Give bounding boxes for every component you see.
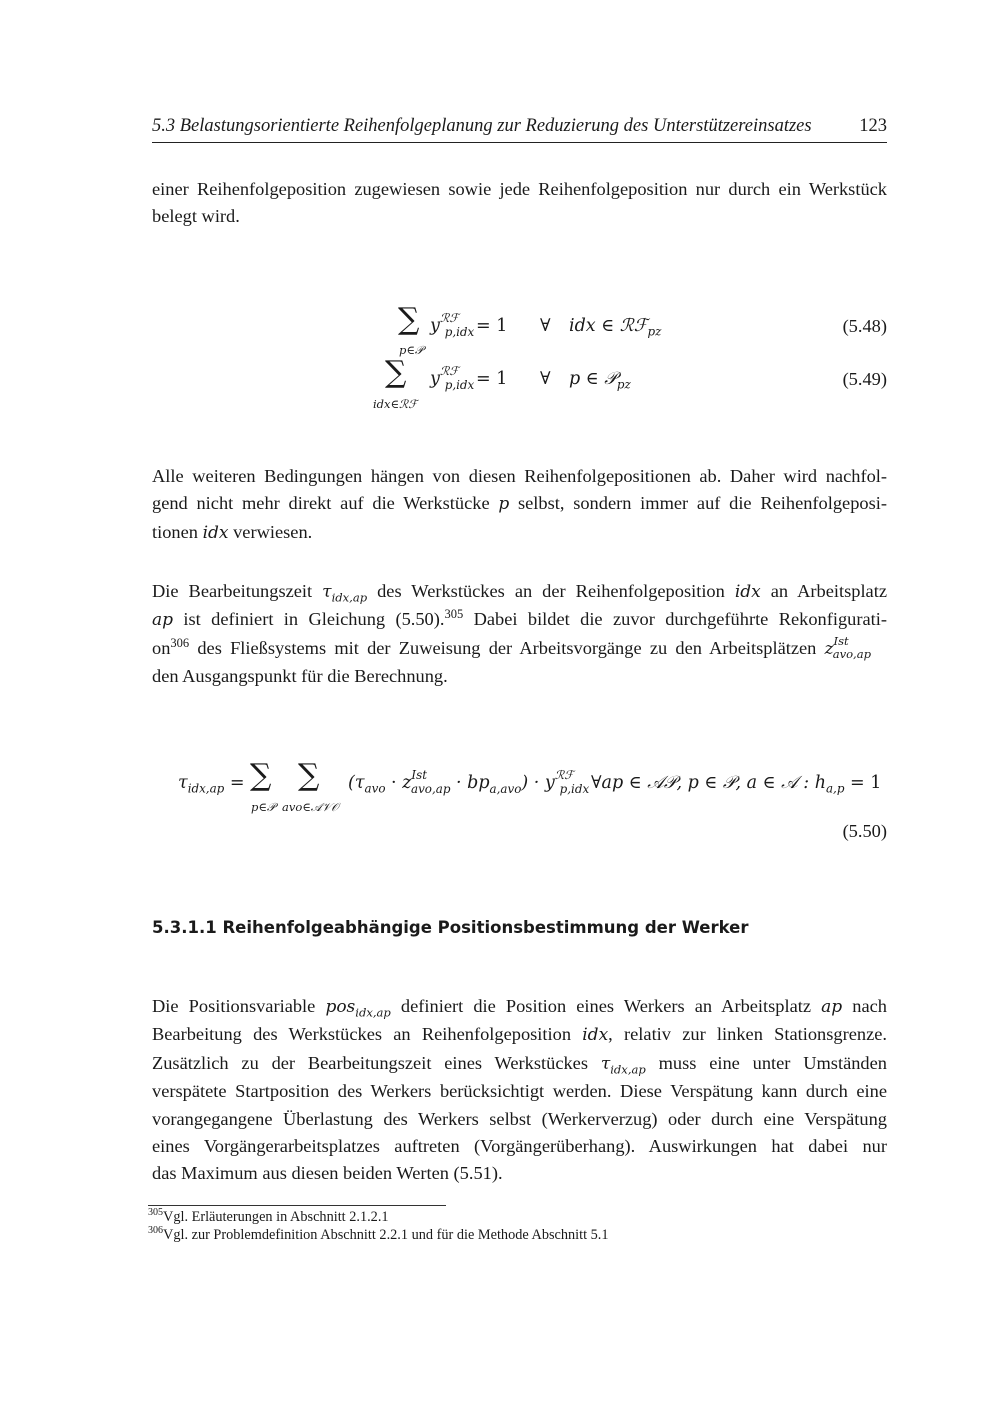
equation-condition: idx ∈ ℛℱ$_{pz}$ [569, 316, 662, 339]
equation-condition: ∀ap ∈ 𝒜𝒫, p ∈ 𝒫, a ∈ 𝒜 : $h_{a,p} = 1$ [591, 773, 882, 796]
text-line: belegt wird. [152, 206, 240, 227]
equation-equals: = 1 [476, 369, 508, 389]
text-line: Bearbeitung des Werkstückes an Reihenfolgeposition idx, relativ zur linken Stationsgrenze. [152, 1024, 887, 1046]
forall-symbol: ∀ [540, 316, 551, 336]
equation-term: $y^{ℛℱ}_{p,idx}$ [430, 311, 475, 339]
paragraph-1 [152, 176, 887, 231]
text-line: einer Reihenfolgeposition zugewiesen sowie jede Reihenfolgeposition nur durch ein Werkstück [152, 179, 887, 199]
text-line: verspätete Startposition des Werkers berücksichtigt werden. Diese Verspätung kann durch eine [152, 1081, 887, 1102]
page-number: 123 [859, 116, 887, 136]
text-line: Die Positionsvariable pos$_{idx,ap}$ definiert die Position eines Werkers an Arbeitsplatz ap nach [152, 996, 887, 1020]
equation-number: (5.49) [842, 369, 887, 389]
sum-index: p∈𝒫 [399, 343, 424, 357]
running-head [152, 116, 887, 143]
equation-condition: p ∈ 𝒫$_{pz}$ [569, 369, 631, 392]
text-line: den Ausgangspunkt für die Berechnung. [152, 666, 448, 687]
text-line: Die Bearbeitungszeit $\tau_{idx,ap}$ des Werkstückes an der Reihenfolgeposition idx an Arbeitsplatz [152, 581, 887, 605]
equation-term: $(\tau_{avo} \cdot z^{Ist}_{avo,ap} \cdot bp_{a,avo}) \cdot y^{ℛℱ}_{p,idx}$ [348, 768, 590, 796]
sum-symbol: ∑ [398, 302, 420, 337]
text-line: Zusätzlich zu der Bearbeitungszeit eines Werkstückes $\tau_{idx,ap}$ muss eine unter Umständen [152, 1052, 887, 1077]
sum-index: p∈𝒫 [251, 800, 276, 814]
footnote-ref-305: 305 [444, 607, 464, 622]
sum-symbol: ∑ [385, 355, 407, 390]
text-line: das Maximum aus diesen beiden Werten (5.51). [152, 1163, 503, 1184]
paragraph-4 [152, 993, 887, 1188]
text-line: gend nicht mehr direkt auf die Werkstücke p selbst, sondern immer auf die Reihenfolgeposi- [152, 493, 887, 515]
text-line: vorangegangene Überlastung des Werkers selbst (Werkerverzug) oder durch eine Verspätung [152, 1108, 887, 1129]
equation-number: (5.48) [842, 316, 887, 336]
sum-symbol: ∑ [298, 758, 320, 793]
section-heading: 5.3.1.1 Reihenfolgeabhängige Positionsbestimmung der Werker [152, 918, 749, 937]
running-head-title: 5.3 Belastungsorientierte Reihenfolgeplanung zur Reduzierung des Unterstützereinsatzes [152, 116, 812, 136]
sum-index: idx∈ℛℱ [373, 397, 418, 411]
equation-equals: = 1 [476, 316, 508, 336]
text-line: tionen idx verwiesen. [152, 521, 313, 543]
equation-number: (5.50) [842, 821, 887, 841]
sum-symbol: ∑ [250, 758, 272, 793]
footnote-divider [148, 1205, 446, 1206]
sum-index: avo∈𝒜𝒱𝒪 [282, 800, 339, 814]
text-line: eines Vorgängerarbeitsplatzes auftreten (Vorgängerüberhang). Auswirkungen hat dabei nur [152, 1136, 887, 1157]
footnote-305: $^{305}$Vgl. Erläuterungen in Abschnitt 2.1.2.1 [148, 1207, 389, 1225]
footnote-306: $^{306}$Vgl. zur Problemdefinition Abschnitt 2.2.1 und für die Methode Abschnitt 5.1 [148, 1225, 609, 1243]
paragraph-3 [152, 578, 887, 691]
footnote-ref-306: 306 [170, 635, 190, 650]
text-line: ap ist definiert in Gleichung (5.50).$^{305}$ Dabei bildet die zuvor durchgeführte Rekonfigurati- [152, 607, 887, 631]
text-line: $on^{306}$ des Fließsystems mit der Zuweisung der Arbeitsvorgänge zu den Arbeitsplätzen $z^{Ist}_{avo,ap}$ [152, 634, 871, 662]
equation-term: $y^{ℛℱ}_{p,idx}$ [430, 364, 475, 392]
text-line: Alle weiteren Bedingungen hängen von diesen Reihenfolgepositionen ab. Daher wird nachfol- [152, 466, 887, 486]
forall-symbol: ∀ [540, 369, 551, 389]
equation-lhs: $\tau_{idx,ap}$ = [178, 773, 245, 796]
paragraph-2 [152, 463, 887, 547]
